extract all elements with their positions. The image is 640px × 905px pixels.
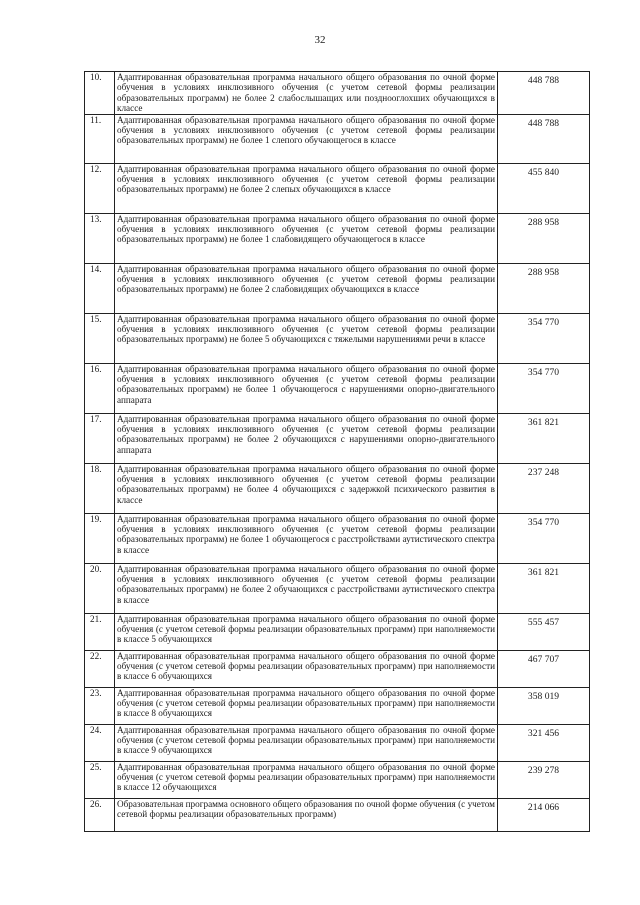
row-number: 24. <box>85 724 115 761</box>
row-number: 23. <box>85 687 115 724</box>
table-row <box>85 687 590 724</box>
program-description: Адаптированная образовательная программа начального общего образования по очной форме обучения в условиях инклюзивного обучения (с учетом сетевой формы реализации образовательных программ) не более 1 обучающегося с расстройствами аутистического спектра в классе <box>115 513 498 563</box>
cost-value: 237 248 <box>498 463 590 513</box>
cost-value: 361 821 <box>498 563 590 613</box>
row-number: 13. <box>85 213 115 263</box>
row-number: 25. <box>85 761 115 798</box>
cost-value: 239 278 <box>498 761 590 798</box>
table-row <box>85 363 590 413</box>
row-number: 20. <box>85 563 115 613</box>
cost-value: 354 770 <box>498 513 590 563</box>
table-row <box>85 513 590 563</box>
cost-value: 448 788 <box>498 114 590 163</box>
table-row <box>85 213 590 263</box>
table-row <box>85 313 590 363</box>
program-description: Адаптированная образовательная программа начального общего образования по очной форме обучения (с учетом сетевой формы реализации образовательных программ) при наполняемости в классе 6 обучающихся <box>115 650 498 687</box>
cost-value: 321 456 <box>498 724 590 761</box>
cost-value: 288 958 <box>498 263 590 313</box>
table-row <box>85 413 590 463</box>
row-number: 16. <box>85 363 115 413</box>
row-number: 22. <box>85 650 115 687</box>
cost-value: 358 019 <box>498 687 590 724</box>
program-description: Адаптированная образовательная программа начального общего образования по очной форме обучения (с учетом сетевой формы реализации образовательных программ) при наполняемости в классе 8 обучающихся <box>115 687 498 724</box>
page-number: 32 <box>314 34 326 46</box>
row-number: 10. <box>85 72 115 115</box>
row-number: 18. <box>85 463 115 513</box>
table-body <box>85 72 590 832</box>
program-description: Адаптированная образовательная программа начального общего образования по очной форме обучения в условиях инклюзивного обучения (с учетом сетевой формы реализации образовательных программ) не более 2 слепых обучающихся в классе <box>115 163 498 213</box>
cost-value: 288 958 <box>498 213 590 263</box>
program-description: Адаптированная образовательная программа начального общего образования по очной форме обучения (с учетом сетевой формы реализации образовательных программ) при наполняемости в классе 5 обучающихся <box>115 613 498 650</box>
row-number: 21. <box>85 613 115 650</box>
table-row <box>85 72 590 115</box>
cost-value: 555 457 <box>498 613 590 650</box>
program-description: Адаптированная образовательная программа начального общего образования по очной форме обучения в условиях инклюзивного обучения (с учетом сетевой формы реализации образовательных программ) не более 1 слабовидящего обучающегося в классе <box>115 213 498 263</box>
cost-value: 467 707 <box>498 650 590 687</box>
program-description: Адаптированная образовательная программа начального общего образования по очной форме обучения в условиях инклюзивного обучения (с учетом сетевой формы реализации образовательных программ) не более 2 обучающихся с нарушениями опорно-двигательного аппарата <box>115 413 498 463</box>
row-number: 26. <box>85 798 115 831</box>
program-description: Адаптированная образовательная программа начального общего образования по очной форме обучения в условиях инклюзивного обучения (с учетом сетевой формы реализации образовательных программ) не более 1 обучающегося с нарушениями опорно-двигательного аппарата <box>115 363 498 413</box>
table-row <box>85 463 590 513</box>
row-number: 12. <box>85 163 115 213</box>
cost-value: 354 770 <box>498 363 590 413</box>
cost-value: 455 840 <box>498 163 590 213</box>
cost-value: 214 066 <box>498 798 590 831</box>
table-row <box>85 724 590 761</box>
program-description: Адаптированная образовательная программа начального общего образования по очной форме обучения в условиях инклюзивного обучения (с учетом сетевой формы реализации образовательных программ) не более 5 обучающихся с тяжелыми нарушениями речи в классе <box>115 313 498 363</box>
table-row <box>85 798 590 831</box>
table-row <box>85 613 590 650</box>
row-number: 17. <box>85 413 115 463</box>
program-description: Образовательная программа основного общего образования по очной форме обучения (с учетом сетевой формы реализации образовательных программ) <box>115 798 498 831</box>
program-description: Адаптированная образовательная программа начального общего образования по очной форме обучения (с учетом сетевой формы реализации образовательных программ) при наполняемости в классе 9 обучающихся <box>115 724 498 761</box>
cost-value: 361 821 <box>498 413 590 463</box>
program-description: Адаптированная образовательная программа начального общего образования по очной форме обучения (с учетом сетевой формы реализации образовательных программ) при наполняемости в классе 12 обучающихся <box>115 761 498 798</box>
table-row <box>85 114 590 163</box>
program-description: Адаптированная образовательная программа начального общего образования по очной форме обучения в условиях инклюзивного обучения (с учетом сетевой формы реализации образовательных программ) не более 2 обучающихся с расстройствами аутистического спектра в классе <box>115 563 498 613</box>
table-row <box>85 563 590 613</box>
table-row <box>85 761 590 798</box>
cost-value: 354 770 <box>498 313 590 363</box>
table-row <box>85 650 590 687</box>
row-number: 19. <box>85 513 115 563</box>
program-description: Адаптированная образовательная программа начального общего образования по очной форме обучения в условиях инклюзивного обучения (с учетом сетевой формы реализации образовательных программ) не более 2 слабослышащих или позднооглохших обучающихся в классе <box>115 72 498 115</box>
program-description: Адаптированная образовательная программа начального общего образования по очной форме обучения в условиях инклюзивного обучения (с учетом сетевой формы реализации образовательных программ) не более 1 слепого обучающегося в классе <box>115 114 498 163</box>
table-row <box>85 263 590 313</box>
tariff-table <box>84 71 590 832</box>
program-description: Адаптированная образовательная программа начального общего образования по очной форме обучения в условиях инклюзивного обучения (с учетом сетевой формы реализации образовательных программ) не более 4 обучающихся с задержкой психического развития в классе <box>115 463 498 513</box>
row-number: 11. <box>85 114 115 163</box>
row-number: 14. <box>85 263 115 313</box>
row-number: 15. <box>85 313 115 363</box>
program-description: Адаптированная образовательная программа начального общего образования по очной форме обучения в условиях инклюзивного обучения (с учетом сетевой формы реализации образовательных программ) не более 2 слабовидящих обучающихся в классе <box>115 263 498 313</box>
cost-value: 448 788 <box>498 72 590 115</box>
table-row <box>85 163 590 213</box>
